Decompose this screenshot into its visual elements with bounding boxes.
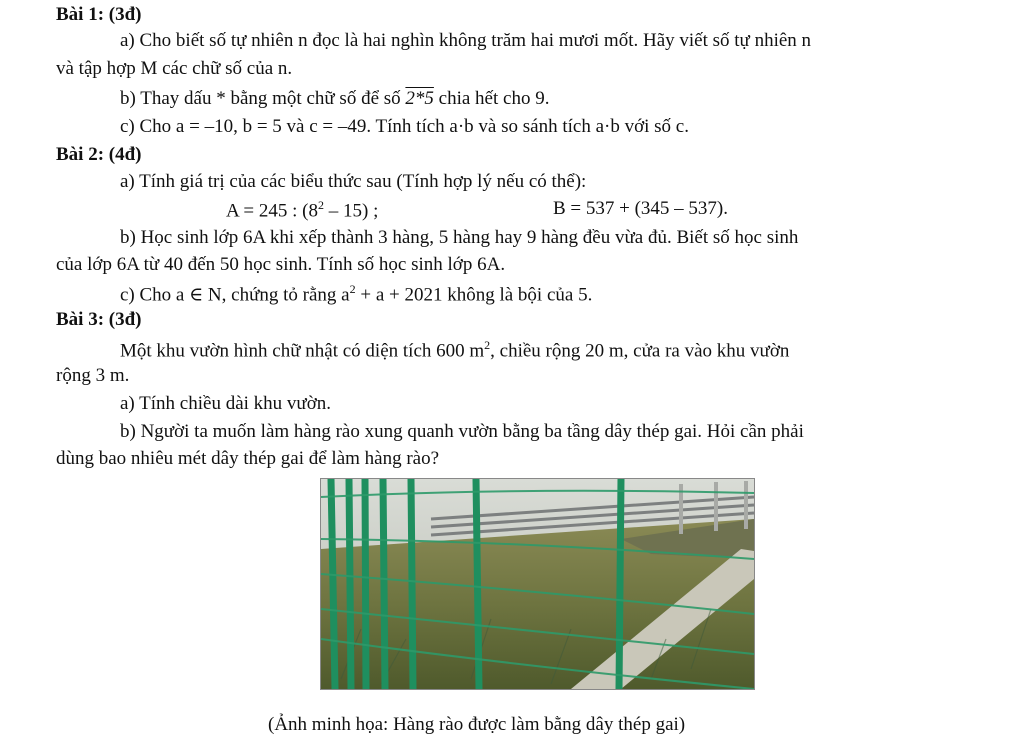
- bai1-a-line1: a) Cho biết số tự nhiên n đọc là hai nghìn không trăm hai mươi mốt. Hãy viết số tự nhiên n: [120, 30, 812, 51]
- bai2-c-text-end: + a + 2021 không là bội của 5.: [355, 284, 593, 306]
- barbed-wire-fence-illustration: [321, 479, 754, 689]
- expr-a-exponent: 2: [318, 198, 324, 212]
- overlined-number: 2*5: [405, 88, 434, 109]
- bai1-b-text: b) Thay dấu * bằng một chữ số để số: [120, 88, 406, 109]
- bai3-intro-line1: [120, 338, 789, 363]
- bai2-c: [120, 282, 592, 307]
- bai3-title: Bài 3: (3đ): [56, 309, 142, 330]
- bai1-c: c) Cho a = –10, b = 5 và c = –49. Tính tích a·b và so sánh tích a·b với số c.: [120, 116, 689, 137]
- bai1-b-text-end: chia hết cho 9.: [433, 88, 550, 109]
- bai2-c-text: c) Cho a ∈ N, chứng tỏ rằng a: [120, 284, 350, 306]
- bai1-a-line2: và tập hợp M các chữ số của n.: [56, 58, 293, 79]
- bai2-expr-a: [226, 198, 378, 223]
- fence-photo: [320, 478, 755, 690]
- bai2-a: a) Tính giá trị của các biểu thức sau (Tính hợp lý nếu có thể):: [120, 171, 587, 192]
- bai3-intro-text: Một khu vườn hình chữ nhật có diện tích 600 m: [120, 340, 485, 362]
- bai3-a: a) Tính chiều dài khu vườn.: [120, 393, 332, 414]
- photo-caption: (Ảnh minh họa: Hàng rào được làm bằng dây thép gai): [268, 714, 686, 735]
- bai3-intro-line2: rộng 3 m.: [56, 365, 130, 386]
- bai1-b: [120, 88, 549, 111]
- bai2-title: Bài 2: (4đ): [56, 144, 142, 165]
- bai2-b-line2: của lớp 6A từ 40 đến 50 học sinh. Tính số học sinh lớp 6A.: [56, 254, 506, 275]
- area-unit-exponent: 2: [484, 338, 491, 352]
- bai2-b-line1: b) Học sinh lớp 6A khi xếp thành 3 hàng, 5 hàng hay 9 hàng đều vừa đủ. Biết số học sinh: [120, 227, 799, 248]
- bai1-title: Bài 1: (3đ): [56, 4, 142, 25]
- expr-a-text-end: – 15) ;: [324, 200, 379, 222]
- bai3-b-line1: b) Người ta muốn làm hàng rào xung quanh vườn bằng ba tầng dây thép gai. Hỏi cần phải: [120, 421, 804, 442]
- bai2-c-exponent: 2: [349, 282, 356, 296]
- bai2-expr-b: B = 537 + (345 – 537).: [553, 198, 729, 219]
- expr-a-text: A = 245 : (8: [226, 200, 318, 222]
- bai3-intro-text-end: , chiều rộng 20 m, cửa ra vào khu vườn: [490, 340, 790, 362]
- bai3-b-line2: dùng bao nhiêu mét dây thép gai để làm hàng rào?: [56, 448, 440, 469]
